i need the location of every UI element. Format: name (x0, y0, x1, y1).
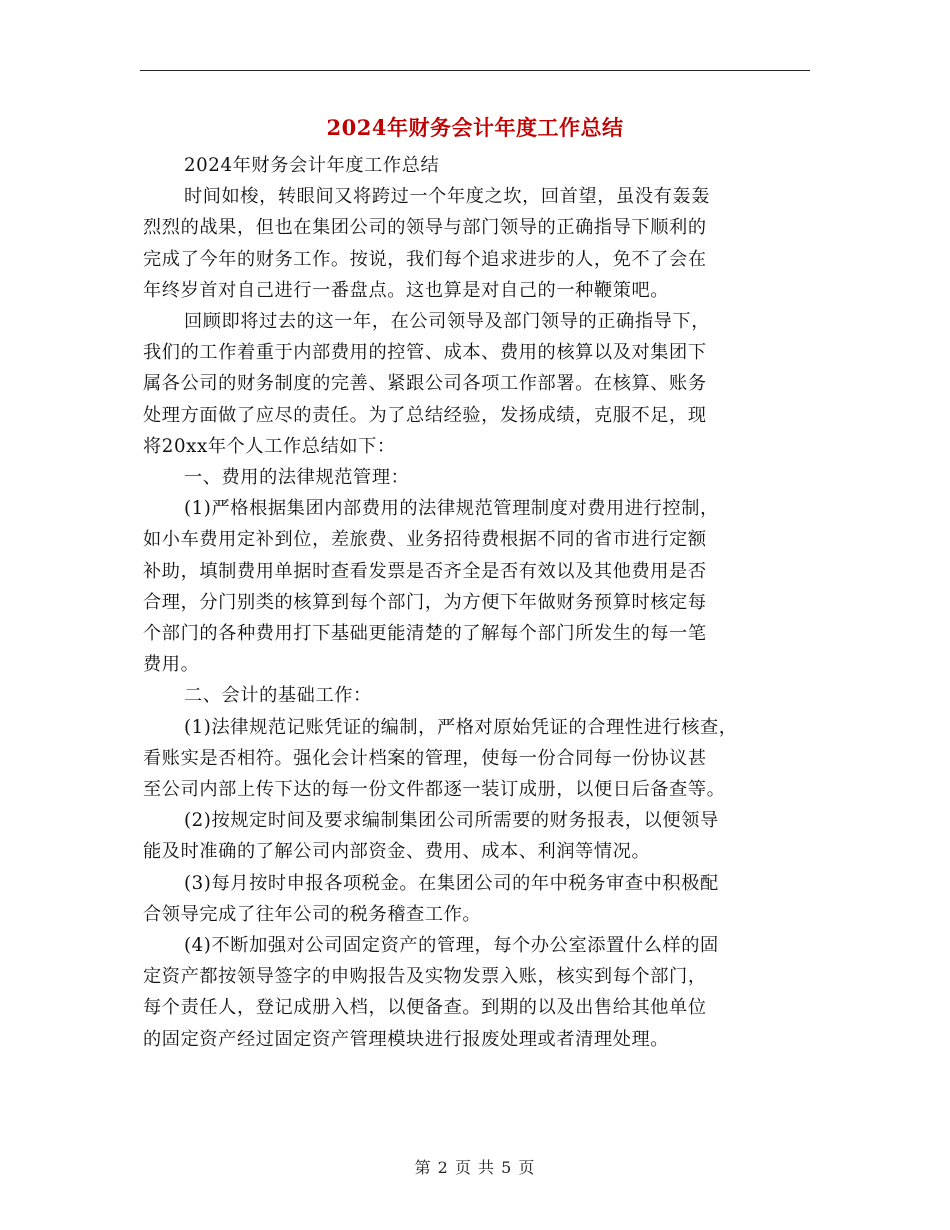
accounting-item-4: (4)不断加强对公司固定资产的管理，每个办公室添置什么样的固 定资产都按领导签字的申购报告及实物发票入账，核实到每个部门， 每个责任人，登记成册入档，以便备查。到期的以及出售给其他单位 的固定资产经过固定资产管理模块进行报废处理或者清理处理。 (143, 935, 719, 1050)
section-heading-expense: 一、费用的法律规范管理： (183, 467, 410, 489)
intro-paragraph: 时间如梭，转眼间又将跨过一个年度之坎，回首望，虽没有轰轰 烈烈的战果，但也在集团公司的领导与部门领导的正确指导下顺利的 完成了今年的财务工作。按说，我们每个追求进步的人，免不了会在 年终岁首对自己进行一番盘点。这也算是对自己的一种鞭策吧。 (143, 186, 710, 301)
page-footer: 第 2 页 共 5 页 (414, 1158, 536, 1177)
header-rule (140, 70, 810, 71)
expense-item-1: (1)严格根据集团内部费用的法律规范管理制度对费用进行控制， 如小车费用定补到位，差旅费、业务招待费根据不同的省市进行定额 补助，填制费用单据时查看发票是否齐全是否有效以及其他费用是否 合理，分门别类的核算到每个部门，为方便下年做财务预算时核定每 个部门的各种费用打下基础更能清楚的了解每个部门所发生的每一笔 费用。 (143, 498, 719, 676)
accounting-item-3: (3)每月按时申报各项税金。在集团公司的年中税务审查中积极配 合领导完成了往年公司的税务稽查工作。 (143, 872, 719, 925)
section-heading-accounting: 二、会计的基础工作： (183, 685, 372, 707)
review-paragraph: 回顾即将过去的这一年，在公司领导及部门领导的正确指导下， 我们的工作着重于内部费用的控管、成本、费用的核算以及对集团下 属各公司的财务制度的完善、紧跟公司各项工作部署。在核算、账务 处理方面做了应尽的责任。为了总结经验，发扬成绩，克服不足，现 将20xx年个人工作总结如下： (143, 311, 710, 457)
document-body (143, 150, 811, 1055)
accounting-item-1: (1)法律规范记账凭证的编制，严格对原始凭证的合理性进行核查， 看账实是否相符。强化会计档案的管理，使每一份合同每一份协议甚 至公司内部上传下达的每一份文件都逐一装订成册，以便日后备查等。 (143, 716, 738, 801)
subtitle-paragraph: 2024年财务会计年度工作总结 (183, 155, 440, 176)
document-title: 2024年财务会计年度工作总结 (326, 115, 624, 140)
accounting-item-2: (2)按规定时间及要求编制集团公司所需要的财务报表，以便领导 能及时准确的了解公司内部资金、费用、成本、利润等情况。 (143, 810, 719, 863)
